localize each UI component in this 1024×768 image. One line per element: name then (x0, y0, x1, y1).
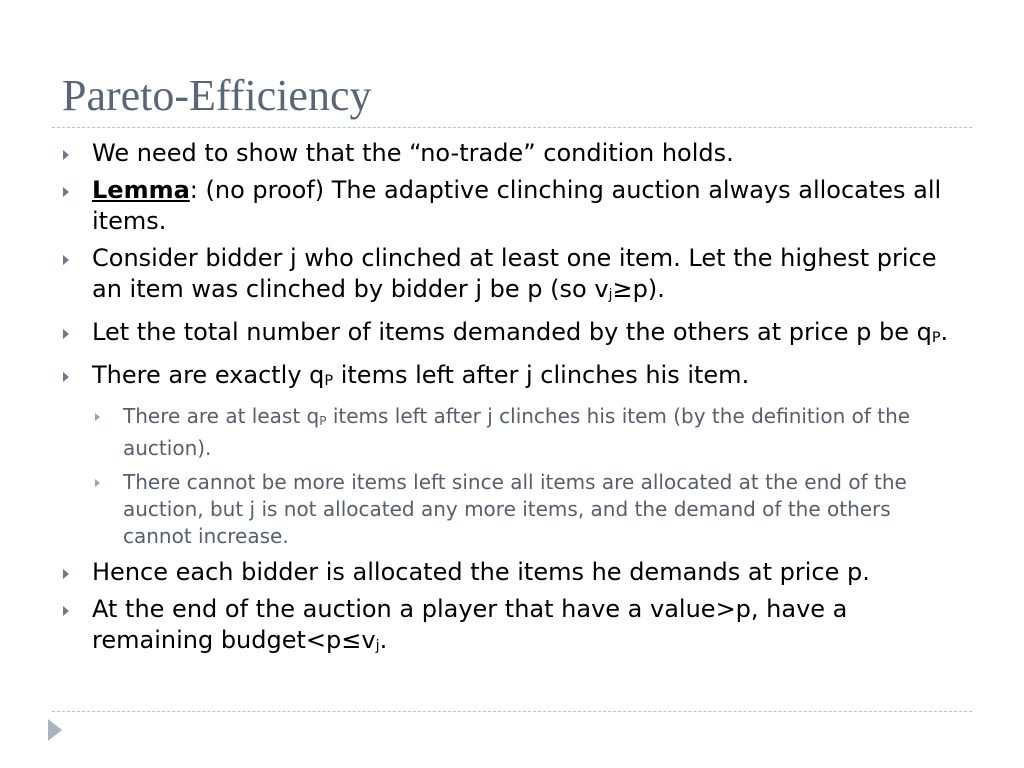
bullet-text: There are exactly q (92, 361, 325, 389)
sub-bullet-text: There are at least q (123, 404, 320, 428)
sub-bullet-item (62, 403, 962, 462)
bullet-text: Consider bidder j who clinched at least one item. Let the highest price an item was clinched by bidder j be p (so v (92, 244, 937, 303)
bullet-text-after: . (379, 626, 388, 654)
subscript: P (324, 373, 334, 389)
triangle-bullet-icon (63, 606, 69, 616)
bullet-item (62, 594, 962, 662)
triangle-bullet-icon (95, 479, 100, 487)
sub-bullet-item (62, 469, 962, 550)
bullet-text: : (no proof) The adaptive clinching auction always allocates all items. (92, 176, 942, 235)
subscript: P (931, 330, 941, 346)
triangle-bullet-icon (63, 255, 69, 265)
slide-title: Pareto-Efficiency (62, 71, 372, 120)
bullet-text: Hence each bidder is allocated the items he demands at price p. (92, 558, 870, 586)
lemma-label: Lemma (92, 176, 190, 204)
triangle-bullet-icon (63, 150, 69, 160)
triangle-bullet-icon (63, 372, 69, 382)
bullet-text: We need to show that the “no-trade” condition holds. (92, 139, 734, 167)
bullet-text-after: ≥p). (612, 275, 665, 303)
bullet-text-after: items left after j clinches his item. (333, 361, 750, 389)
bullet-item (62, 243, 962, 311)
subscript: j (608, 287, 613, 303)
bullet-item (62, 175, 962, 237)
bullet-item (62, 360, 962, 397)
bullet-item (62, 317, 962, 354)
bullet-item (62, 138, 962, 169)
triangle-bullet-icon (95, 413, 100, 421)
triangle-bullet-icon (63, 329, 69, 339)
sub-bullet-text-after: items left after j clinches his item (by the definition of the auction). (123, 404, 911, 460)
subscript: P (319, 414, 327, 428)
next-slide-arrow-icon[interactable] (48, 719, 62, 741)
bullet-text: Let the total number of items demanded by the others at price p be q (92, 318, 932, 346)
subscript: j (375, 638, 380, 654)
triangle-bullet-icon (63, 569, 69, 579)
bullet-item (62, 557, 962, 588)
footer-divider (52, 711, 972, 712)
title-divider (52, 127, 972, 128)
triangle-bullet-icon (63, 187, 69, 197)
bullet-text-after: . (940, 318, 949, 346)
sub-bullet-text: There cannot be more items left since all items are allocated at the end of the auction, but j is not allocated any more items, and the demand of the others cannot increase. (123, 470, 907, 548)
bullet-text: At the end of the auction a player that have a value>p, have a remaining budget<p≤v (92, 595, 848, 654)
slide-body (62, 138, 962, 668)
